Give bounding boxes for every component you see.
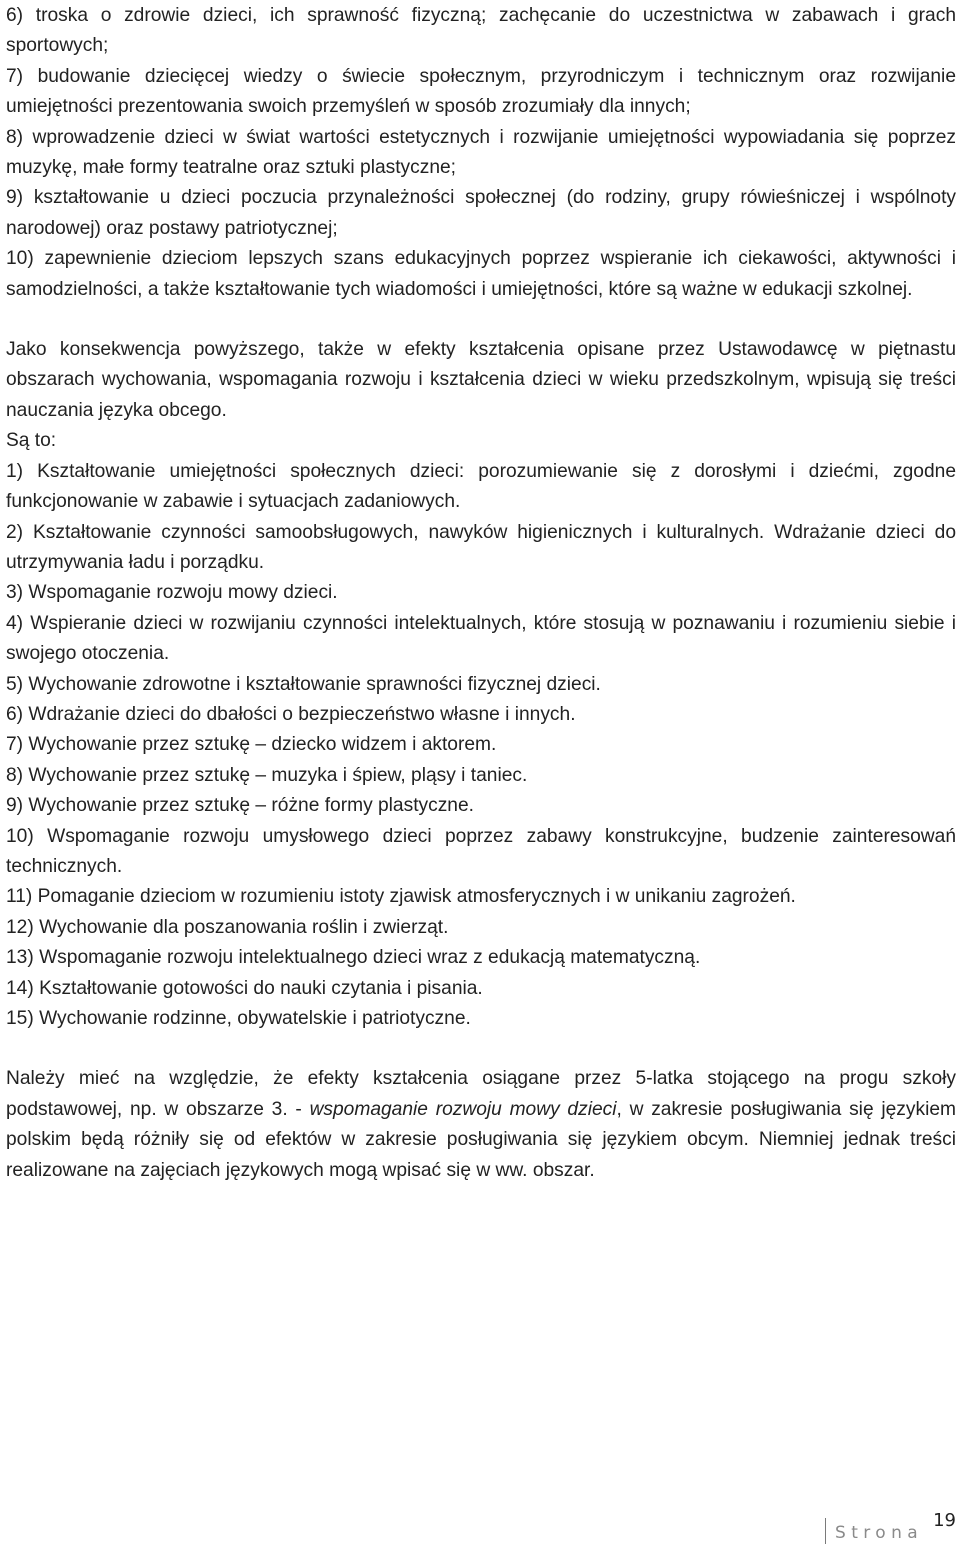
list-item: 9) kształtowanie u dzieci poczucia przynależności społecznej (do rodziny, grupy rówieśniczej i wspólnoty narodowej) oraz postawy patriotycznej; xyxy=(6,187,956,239)
closing-text-start: Należy mieć na względzie, że efekty kształcenia osiągane przez 5-latka stojącego na progu szkoły podstawowej, np. w obszarze 3. - xyxy=(6,1068,956,1120)
area-item: 15) Wychowanie rodzinne, obywatelskie i patriotyczne. xyxy=(6,1008,471,1029)
list-item: 6) troska o zdrowie dzieci, ich sprawność fizyczną; zachęcanie do uczestnictwa w zabawach i grach sportowych; xyxy=(6,5,956,57)
closing-section xyxy=(6,1064,956,1186)
area-item: 13) Wspomaganie rozwoju intelektualnego dzieci wraz z edukacją matematyczną. xyxy=(6,947,701,969)
area-item: 2) Kształtowanie czynności samoobsługowych, nawyków higienicznych i kulturalnych. Wdrażanie dzieci do utrzymywania ładu i porządku. xyxy=(6,521,956,573)
area-item: 6) Wdrażanie dzieci do dbałości o bezpieczeństwo własne i innych. xyxy=(6,703,576,725)
list-item: 7) budowanie dziecięcej wiedzy o świecie społecznym, przyrodniczym i technicznym oraz rozwijanie umiejętności prezentowania swoich przemyśleń w sposób zrozumiały dla innych; xyxy=(6,65,956,118)
area-item: 10) Wspomaganie rozwoju umysłowego dzieci poprzez zabawy konstrukcyjne, budzenie zainteresowań technicznych. xyxy=(6,825,956,877)
area-item: 11) Pomaganie dzieciom w rozumieniu istoty zjawisk atmosferycznych i w unikaniu zagrożeń. xyxy=(6,886,796,908)
area-item: 9) Wychowanie przez sztukę – różne formy plastyczne. xyxy=(6,795,474,817)
document-page xyxy=(6,0,956,1186)
area-item: 12) Wychowanie dla poszanowania roślin i zwierząt. xyxy=(6,916,449,938)
intro-list xyxy=(6,0,956,305)
area-item: 8) Wychowanie przez sztukę – muzyka i śpiew, pląsy i taniec. xyxy=(6,764,528,786)
page-footer xyxy=(825,1512,956,1546)
list-item: 10) zapewnienie dzieciom lepszych szans edukacyjnych poprzez wspieranie ich ciekawości, aktywności i samodzielności, a także kształtowanie tych wiadomości i umiejętności, które są ważne w edukacji szkolnej. xyxy=(6,248,956,300)
area-item: 7) Wychowanie przez sztukę – dziecko widzem i aktorem. xyxy=(6,734,497,756)
consequence-paragraph: Jako konsekwencja powyższego, także w efekty kształcenia opisane przez Ustawodawcę w piętnastu obszarach wychowania, wspomagania rozwoju i kształcenia dzieci w wieku przedszkolnym, wpisują się treści nauczania języka obcego. xyxy=(6,339,956,421)
area-item: 5) Wychowanie zdrowotne i kształtowanie sprawności fizycznej dzieci. xyxy=(6,673,601,695)
list-item: 8) wprowadzenie dzieci w świat wartości estetycznych i rozwijanie umiejętności wypowiadania się poprzez muzykę, małe formy teatralne oraz sztuki plastyczne; xyxy=(6,126,956,179)
area-item: 14) Kształtowanie gotowości do nauki czytania i pisania. xyxy=(6,977,483,999)
closing-emphasis: wspomaganie rozwoju mowy dzieci xyxy=(309,1098,617,1120)
closing-paragraph xyxy=(6,1064,956,1186)
area-item: 4) Wspieranie dzieci w rozwijaniu czynności intelektualnych, które stosują w poznawaniu i rozumieniu siebie i swojego otoczenia. xyxy=(6,612,956,665)
page-number: 19 xyxy=(933,1510,956,1531)
areas-section xyxy=(6,335,956,1034)
area-item: 1) Kształtowanie umiejętności społecznych dzieci: porozumiewanie się z dorosłymi i dziećmi, zgodne funkcjonowanie w zabawie i sytuacjach zadaniowych. xyxy=(6,460,956,513)
area-item: 3) Wspomaganie rozwoju mowy dzieci. xyxy=(6,582,338,604)
footer-page-label: Strona xyxy=(835,1523,924,1543)
footer-divider xyxy=(825,1518,826,1544)
closing-text-end: , w zakresie posługiwania się językiem polskim będą różniły się od efektów w zakresie posługiwania się językiem obcym. Niemniej jednak treści realizowane na zajęciach językowych mogą wpisać się w ww. obszar. xyxy=(6,1098,956,1181)
list-lead: Są to: xyxy=(6,430,57,452)
